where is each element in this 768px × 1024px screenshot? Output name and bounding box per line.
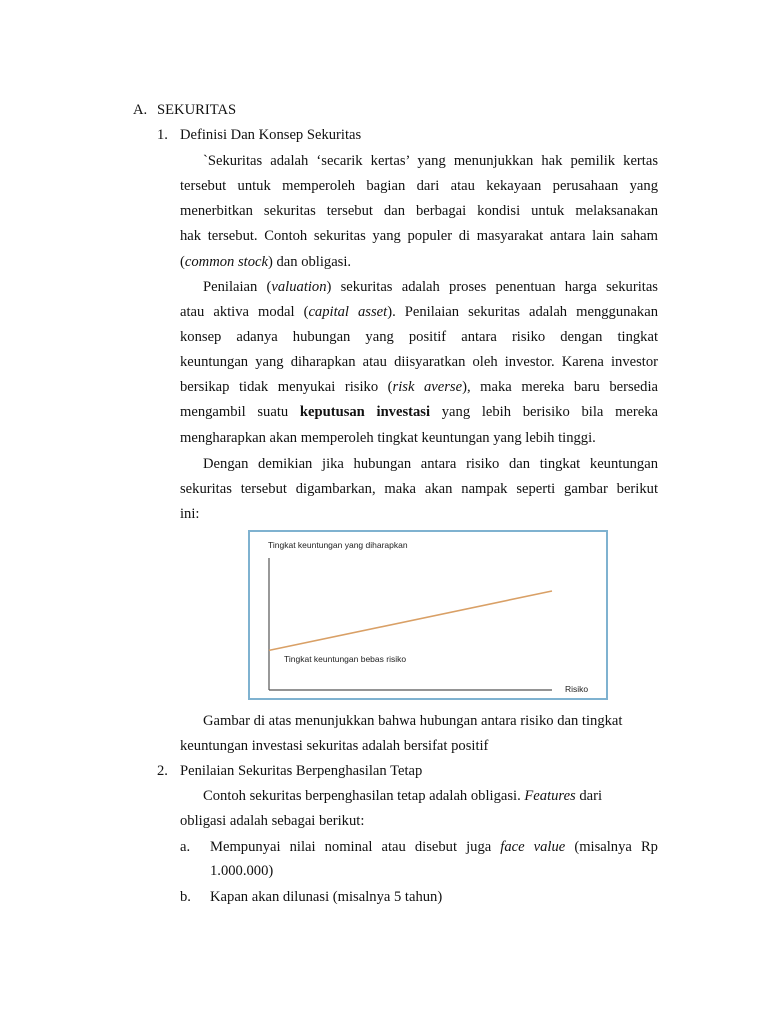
- section-marker: A.: [133, 102, 148, 118]
- chart-annotation: Tingkat keuntungan bebas risiko: [284, 654, 407, 664]
- list-item: Kapan akan dilunasi (misalnya 5 tahun): [210, 889, 443, 905]
- section2-intro-line2: obligasi adalah sebagai berikut:: [180, 813, 365, 829]
- subsection-number: 2.: [157, 763, 168, 779]
- para3-line: ini:: [180, 506, 200, 522]
- subsection-title: Penilaian Sekuritas Berpenghasilan Tetap: [180, 763, 423, 779]
- para2-line: keuntungan yang diharapkan atau diisyaratkan oleh investor. Karena investor: [180, 354, 658, 370]
- chart-x-label: Risiko: [565, 684, 589, 694]
- para1-line: hak tersebut. Contoh sekuritas yang populer di masyarakat antara lain saham: [180, 228, 658, 244]
- chart-series-line: [269, 591, 552, 650]
- caption-line: keuntungan investasi sekuritas adalah bersifat positif: [180, 738, 489, 754]
- para2-line: Penilaian (valuation) sekuritas adalah proses penentuan harga sekuritas: [203, 279, 658, 295]
- para2-line: bersikap tidak menyukai risiko (risk averse), maka mereka baru bersedia: [180, 379, 658, 395]
- list-marker: a.: [180, 839, 191, 855]
- para3-line: sekuritas tersebut digambarkan, maka akan nampak seperti gambar berikut: [180, 481, 658, 497]
- list-item-cont: 1.000.000): [210, 863, 274, 879]
- subsection-number: 1.: [157, 127, 168, 143]
- para3-line: Dengan demikian jika hubungan antara risiko dan tingkat keuntungan: [203, 456, 658, 472]
- para1-line: tersebut untuk memperoleh bagian dari atau kekayaan perusahaan yang: [180, 178, 658, 194]
- section-title: SEKURITAS: [157, 102, 237, 118]
- chart-canvas: [250, 532, 606, 698]
- list-marker: b.: [180, 889, 191, 905]
- subsection-title: Definisi Dan Konsep Sekuritas: [180, 127, 362, 143]
- section2-intro: Contoh sekuritas berpenghasilan tetap adalah obligasi. Features dari: [203, 788, 603, 804]
- para2-line: atau aktiva modal (capital asset). Penilaian sekuritas adalah menggunakan: [180, 304, 659, 320]
- para1-line: `Sekuritas adalah ‘secarik kertas’ yang menunjukkan hak pemilik kertas: [203, 153, 658, 169]
- para2-line: mengharapkan akan memperoleh tingkat keuntungan yang lebih tinggi.: [180, 430, 596, 446]
- chart-y-label: Tingkat keuntungan yang diharapkan: [268, 540, 408, 550]
- risk-return-chart: [248, 530, 608, 700]
- para1-last-line: (common stock) dan obligasi.: [180, 254, 352, 270]
- list-item: Mempunyai nilai nominal atau disebut juga face value (misalnya Rp: [210, 839, 658, 855]
- para1-line: menerbitkan sekuritas tersebut dan berbagai kondisi untuk melaksanakan: [180, 203, 658, 219]
- para2-line: konsep adanya hubungan yang positif antara risiko dengan tingkat: [180, 329, 658, 345]
- caption-line: Gambar di atas menunjukkan bahwa hubungan antara risiko dan tingkat: [203, 713, 623, 729]
- para2-line: mengambil suatu keputusan investasi yang lebih berisiko bila mereka: [180, 404, 659, 420]
